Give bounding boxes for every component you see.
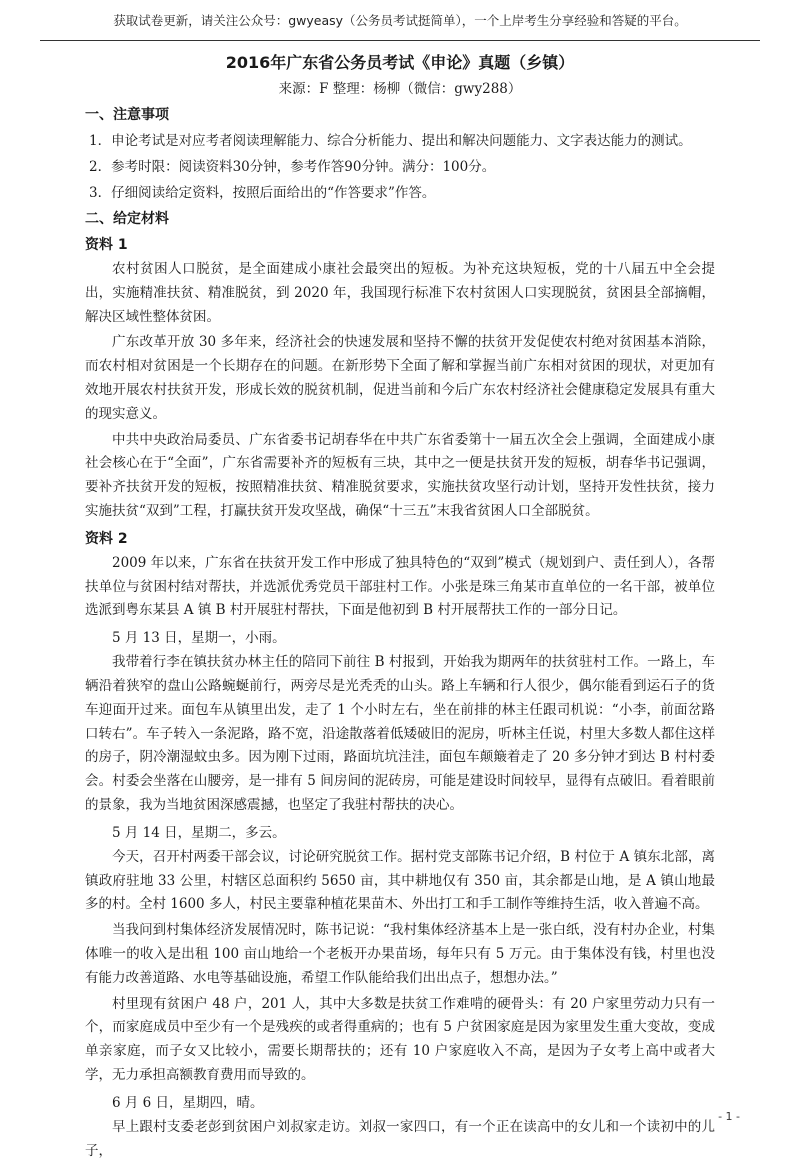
material-1-paragraph: 中共中央政治局委员、广东省委书记胡春华在中共广东省委第十一届五次全会上强调，全面建成小康社会核心在于“全面”，广东省需要补齐的短板有三块，其中之一便是扶贫开发的短板，胡春华书记强调，要补齐扶贫开发的短板，按照精准扶贫、精准脱贫要求，实施扶贫攻坚行动计划，坚持开发性扶贫，接力实施扶贫“双到”工程，打赢扶贫开发攻坚战，确保“十三五”末我省贫困人口全部脱贫。 <box>85 431 715 519</box>
note-item: 3．仔细阅读给定资料，按照后面给出的“作答要求”作答。 <box>89 185 436 201</box>
page-header <box>40 0 760 41</box>
material-2-intro: 2009 年以来，广东省在扶贫开发工作中形成了独具特色的“双到”模式（规划到户、责任到人），各帮扶单位与贫困村结对帮扶，并选派优秀党员干部驻村工作。小张是珠三角某市直单位的一名干部，被单位选派到粤东某县 A 镇 B 村开展驻村帮扶，下面是他初到 B 村开展帮扶工作的一部分日记。 <box>85 554 715 619</box>
note-item: 2．参考时限：阅读资料30分钟，参考作答90分钟。满分：100分。 <box>89 159 496 175</box>
material-1-paragraph: 广东改革开放 30 多年来，经济社会的快速发展和坚持不懈的扶贫开发促使农村绝对贫困基本消除，而农村相对贫困是一个长期存在的问题。在新形势下全面了解和掌握当前广东相对贫困的现状，对更加有效地开展农村扶贫开发，形成长效的脱贫机制，促进当前和今后广东农村经济社会健康稳定发展具有重大的现实意义。 <box>85 334 715 422</box>
document-body <box>85 50 715 1165</box>
diary-date: 5 月 14 日，星期二，多云。 <box>112 824 286 841</box>
section-heading-materials: 二、给定材料 <box>85 211 169 227</box>
diary-date: 5 月 13 日，星期一，小雨。 <box>112 630 286 647</box>
note-item: 1．申论考试是对应考者阅读理解能力、综合分析能力、提出和解决问题能力、文字表达能力的测试。 <box>89 133 692 149</box>
diary-date: 6 月 6 日，星期四，晴。 <box>112 1094 264 1111</box>
header-notice: 获取试卷更新，请关注公众号：gwyeasy（公务员考试挺简单），一个上岸考生分享经验和答疑的平台。 <box>113 13 687 28</box>
diary-paragraph: 今天，召开村两委干部会议，讨论研究脱贫工作。据村党支部陈书记介绍，B 村位于 A 镇东北部，离镇政府驻地 33 公里，村辖区总面积约 5650 亩，其中耕地仅有 350 亩，其余都是山地，是 A 镇山地最多的村。全村 1600 多人，村民主要靠种植花果苗木、外出打工和手工制作等维持生活，收入普遍不高。 <box>85 848 715 913</box>
material-2-label: 资料 2 <box>85 530 128 547</box>
material-1-paragraph: 农村贫困人口脱贫，是全面建成小康社会最突出的短板。为补充这块短板，党的十八届五中全会提出，实施精准扶贫、精准脱贫，到 2020 年，我国现行标准下农村贫困人口实现脱贫，贫困县全部摘帽，解决区域性整体贫困。 <box>85 261 715 325</box>
section-heading-notes: 一、注意事项 <box>85 107 169 123</box>
material-1-label: 资料 1 <box>85 237 128 253</box>
diary-paragraph: 我带着行李在镇扶贫办林主任的陪同下前往 B 村报到，开始我为期两年的扶贫驻村工作。一路上，车辆沿着狭窄的盘山公路蜿蜒前行，两旁尽是光秃秃的山头。路上车辆和行人很少，偶尔能看到运石子的货车迎面开过来。面包车从镇里出发，走了 1 个小时左右，坐在前排的林主任跟司机说：“小李，前面岔路口转右”。车子转入一条泥路，路不宽，沿途散落着低矮破旧的泥房，听林主任说，村里大多数人都住这样的房子，阴冷潮湿蚊虫多。因为刚下过雨，路面坑坑洼洼，面包车颠簸着走了 20 多分钟才到达 B 村村委会。村委会坐落在山腰旁，是一排有 5 间房间的泥砖房，可能是建设时间较早，显得有点破旧。看着眼前的景象，我为当地贫困深感震撼，也坚定了我驻村帮扶的决心。 <box>85 654 715 813</box>
page-title: 2016年广东省公务员考试《申论》真题（乡镇） <box>225 53 575 72</box>
diary-paragraph: 早上跟村支委老彭到贫困户刘叔家走访。刘叔一家四口，有一个正在读高中的女儿和一个读初中的儿子， <box>85 1118 715 1159</box>
source-line: 来源：F 整理：杨柳（微信：gwy288） <box>278 81 522 97</box>
diary-paragraph: 当我问到村集体经济发展情况时，陈书记说：“我村集体经济基本上是一张白纸，没有村办企业，村集体唯一的收入是出租 100 亩山地给一个老板开办果苗场，每年只有 5 万元。由于集体没有钱，村里也没有能力改善道路、水电等基础设施，希望工作队能给我们出出点子，想想办法。” <box>85 922 715 986</box>
page-number: - 1 - <box>718 1110 740 1123</box>
diary-paragraph: 村里现有贫困户 48 户，201 人，其中大多数是扶贫工作难啃的硬骨头：有 20 户家里劳动力只有一个，而家庭成员中至少有一个是残疾的或者得重病的；也有 5 户贫困家庭是因为家里发生重大变故，变成单亲家庭，而子女又比较小，需要长期帮扶的；还有 10 户家庭收入不高，是因为子女考上高中或者大学，无力承担高额教育费用而导致的。 <box>85 995 715 1083</box>
